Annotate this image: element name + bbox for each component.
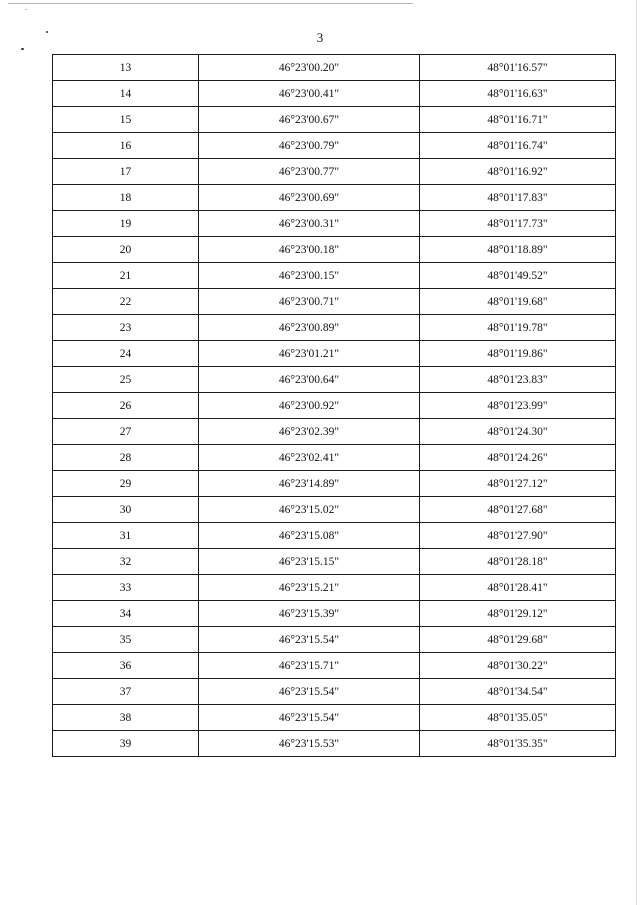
point-number-cell: 27 bbox=[53, 419, 199, 445]
table-row bbox=[53, 497, 616, 523]
table-row bbox=[53, 601, 616, 627]
latitude-cell: 46°23'00.89" bbox=[199, 315, 420, 341]
latitude-cell: 46°23'00.31" bbox=[199, 211, 420, 237]
latitude-cell: 46°23'15.39" bbox=[199, 601, 420, 627]
longitude-cell: 48°01'16.71" bbox=[420, 107, 616, 133]
latitude-cell: 46°23'15.08" bbox=[199, 523, 420, 549]
longitude-cell: 48°01'28.18" bbox=[420, 549, 616, 575]
longitude-cell: 48°01'27.90" bbox=[420, 523, 616, 549]
table-row bbox=[53, 289, 616, 315]
longitude-cell: 48°01'27.68" bbox=[420, 497, 616, 523]
table-row bbox=[53, 705, 616, 731]
longitude-cell: 48°01'17.73" bbox=[420, 211, 616, 237]
point-number-cell: 32 bbox=[53, 549, 199, 575]
longitude-cell: 48°01'16.57" bbox=[420, 55, 616, 81]
point-number-cell: 35 bbox=[53, 627, 199, 653]
table-row bbox=[53, 55, 616, 81]
coordinates-table bbox=[52, 54, 616, 757]
table-row bbox=[53, 237, 616, 263]
latitude-cell: 46°23'00.79" bbox=[199, 133, 420, 159]
table-row bbox=[53, 211, 616, 237]
scan-speck bbox=[25, 9, 27, 10]
latitude-cell: 46°23'15.54" bbox=[199, 627, 420, 653]
latitude-cell: 46°23'15.53" bbox=[199, 731, 420, 757]
table-row bbox=[53, 653, 616, 679]
point-number-cell: 23 bbox=[53, 315, 199, 341]
scan-page-edge bbox=[636, 0, 637, 905]
latitude-cell: 46°23'00.67" bbox=[199, 107, 420, 133]
point-number-cell: 17 bbox=[53, 159, 199, 185]
longitude-cell: 48°01'35.05" bbox=[420, 705, 616, 731]
latitude-cell: 46°23'00.41" bbox=[199, 81, 420, 107]
latitude-cell: 46°23'00.20" bbox=[199, 55, 420, 81]
table-row bbox=[53, 575, 616, 601]
longitude-cell: 48°01'27.12" bbox=[420, 471, 616, 497]
latitude-cell: 46°23'15.54" bbox=[199, 705, 420, 731]
page-number: 3 bbox=[316, 30, 324, 45]
point-number-cell: 18 bbox=[53, 185, 199, 211]
longitude-cell: 48°01'17.83" bbox=[420, 185, 616, 211]
latitude-cell: 46°23'02.41" bbox=[199, 445, 420, 471]
point-number-cell: 21 bbox=[53, 263, 199, 289]
point-number-cell: 26 bbox=[53, 393, 199, 419]
point-number-cell: 13 bbox=[53, 55, 199, 81]
latitude-cell: 46°23'00.64" bbox=[199, 367, 420, 393]
longitude-cell: 48°01'19.86" bbox=[420, 341, 616, 367]
longitude-cell: 48°01'29.12" bbox=[420, 601, 616, 627]
table-row bbox=[53, 185, 616, 211]
longitude-cell: 48°01'16.74" bbox=[420, 133, 616, 159]
table-row bbox=[53, 341, 616, 367]
table-row bbox=[53, 367, 616, 393]
table-row bbox=[53, 523, 616, 549]
latitude-cell: 46°23'01.21" bbox=[199, 341, 420, 367]
longitude-cell: 48°01'24.26" bbox=[420, 445, 616, 471]
latitude-cell: 46°23'15.21" bbox=[199, 575, 420, 601]
point-number-cell: 33 bbox=[53, 575, 199, 601]
point-number-cell: 19 bbox=[53, 211, 199, 237]
longitude-cell: 48°01'16.92" bbox=[420, 159, 616, 185]
latitude-cell: 46°23'00.18" bbox=[199, 237, 420, 263]
table-row bbox=[53, 81, 616, 107]
scan-speck bbox=[21, 48, 24, 50]
longitude-cell: 48°01'49.52" bbox=[420, 263, 616, 289]
latitude-cell: 46°23'00.69" bbox=[199, 185, 420, 211]
table-row bbox=[53, 107, 616, 133]
table-row bbox=[53, 133, 616, 159]
table-row bbox=[53, 393, 616, 419]
longitude-cell: 48°01'18.89" bbox=[420, 237, 616, 263]
longitude-cell: 48°01'24.30" bbox=[420, 419, 616, 445]
point-number-cell: 31 bbox=[53, 523, 199, 549]
table-row bbox=[53, 471, 616, 497]
point-number-cell: 38 bbox=[53, 705, 199, 731]
latitude-cell: 46°23'15.15" bbox=[199, 549, 420, 575]
longitude-cell: 48°01'28.41" bbox=[420, 575, 616, 601]
point-number-cell: 24 bbox=[53, 341, 199, 367]
point-number-cell: 25 bbox=[53, 367, 199, 393]
longitude-cell: 48°01'30.22" bbox=[420, 653, 616, 679]
point-number-cell: 22 bbox=[53, 289, 199, 315]
point-number-cell: 30 bbox=[53, 497, 199, 523]
longitude-cell: 48°01'16.63" bbox=[420, 81, 616, 107]
longitude-cell: 48°01'35.35" bbox=[420, 731, 616, 757]
longitude-cell: 48°01'23.83" bbox=[420, 367, 616, 393]
table-row bbox=[53, 731, 616, 757]
latitude-cell: 46°23'02.39" bbox=[199, 419, 420, 445]
coordinates-table-body bbox=[53, 55, 616, 757]
longitude-cell: 48°01'19.78" bbox=[420, 315, 616, 341]
scan-top-rule bbox=[8, 3, 413, 4]
point-number-cell: 15 bbox=[53, 107, 199, 133]
latitude-cell: 46°23'00.71" bbox=[199, 289, 420, 315]
latitude-cell: 46°23'00.92" bbox=[199, 393, 420, 419]
point-number-cell: 37 bbox=[53, 679, 199, 705]
latitude-cell: 46°23'15.54" bbox=[199, 679, 420, 705]
table-row bbox=[53, 419, 616, 445]
latitude-cell: 46°23'14.89" bbox=[199, 471, 420, 497]
table-row bbox=[53, 315, 616, 341]
latitude-cell: 46°23'00.15" bbox=[199, 263, 420, 289]
latitude-cell: 46°23'15.71" bbox=[199, 653, 420, 679]
point-number-cell: 16 bbox=[53, 133, 199, 159]
table-row bbox=[53, 263, 616, 289]
longitude-cell: 48°01'34.54" bbox=[420, 679, 616, 705]
table-row bbox=[53, 549, 616, 575]
latitude-cell: 46°23'00.77" bbox=[199, 159, 420, 185]
point-number-cell: 29 bbox=[53, 471, 199, 497]
table-row bbox=[53, 679, 616, 705]
table-row bbox=[53, 159, 616, 185]
point-number-cell: 34 bbox=[53, 601, 199, 627]
point-number-cell: 20 bbox=[53, 237, 199, 263]
table-row bbox=[53, 445, 616, 471]
longitude-cell: 48°01'23.99" bbox=[420, 393, 616, 419]
point-number-cell: 39 bbox=[53, 731, 199, 757]
point-number-cell: 14 bbox=[53, 81, 199, 107]
latitude-cell: 46°23'15.02" bbox=[199, 497, 420, 523]
point-number-cell: 28 bbox=[53, 445, 199, 471]
longitude-cell: 48°01'29.68" bbox=[420, 627, 616, 653]
scan-speck bbox=[46, 31, 48, 33]
longitude-cell: 48°01'19.68" bbox=[420, 289, 616, 315]
point-number-cell: 36 bbox=[53, 653, 199, 679]
table-row bbox=[53, 627, 616, 653]
